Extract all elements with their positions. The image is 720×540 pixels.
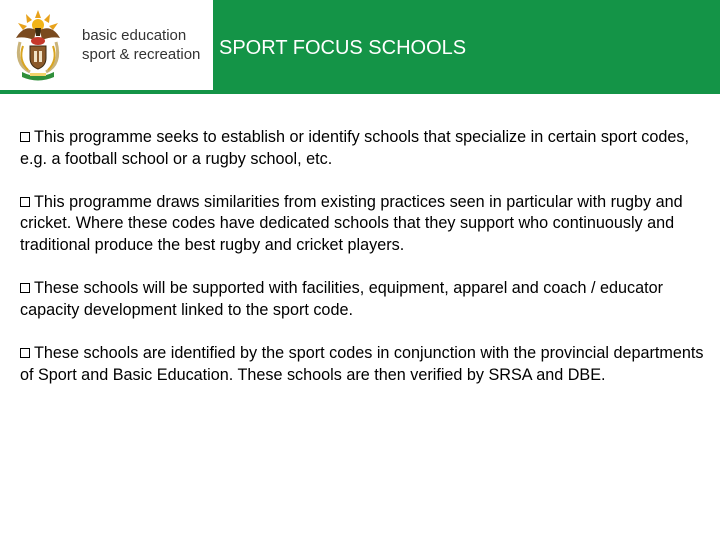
department-line-2: sport & recreation <box>82 46 201 63</box>
bullet-text: This programme draws similarities from existing practices seen in particular with rugby and cricket. Where these codes have dedicated schools that they support who continuously and traditional produce the best rugby and cricket players. <box>20 192 683 254</box>
list-item <box>20 278 710 321</box>
page-title: SPORT FOCUS SCHOOLS <box>219 37 467 59</box>
list-item <box>20 343 710 386</box>
bullet-list <box>20 127 710 408</box>
checkbox-bullet-icon <box>20 348 30 358</box>
logo-box <box>0 0 213 90</box>
bullet-text: These schools are identified by the sport codes in conjunction with the provincial departments of Sport and Basic Education. These schools are then verified by SRSA and DBE. <box>20 343 704 384</box>
coat-of-arms-icon <box>8 6 68 82</box>
checkbox-bullet-icon <box>20 132 30 142</box>
department-name <box>82 26 200 64</box>
bullet-text: This programme seeks to establish or identify schools that specialize in certain sport codes, e.g. a football school or a rugby school, etc. <box>20 128 690 168</box>
department-line-1: basic education <box>82 27 187 44</box>
list-item <box>20 127 710 170</box>
checkbox-bullet-icon <box>20 283 30 293</box>
list-item <box>20 192 710 257</box>
checkbox-bullet-icon <box>20 197 30 207</box>
bullet-text: These schools will be supported with facilities, equipment, apparel and coach / educator capacity development linked to the sport code. <box>20 279 663 319</box>
